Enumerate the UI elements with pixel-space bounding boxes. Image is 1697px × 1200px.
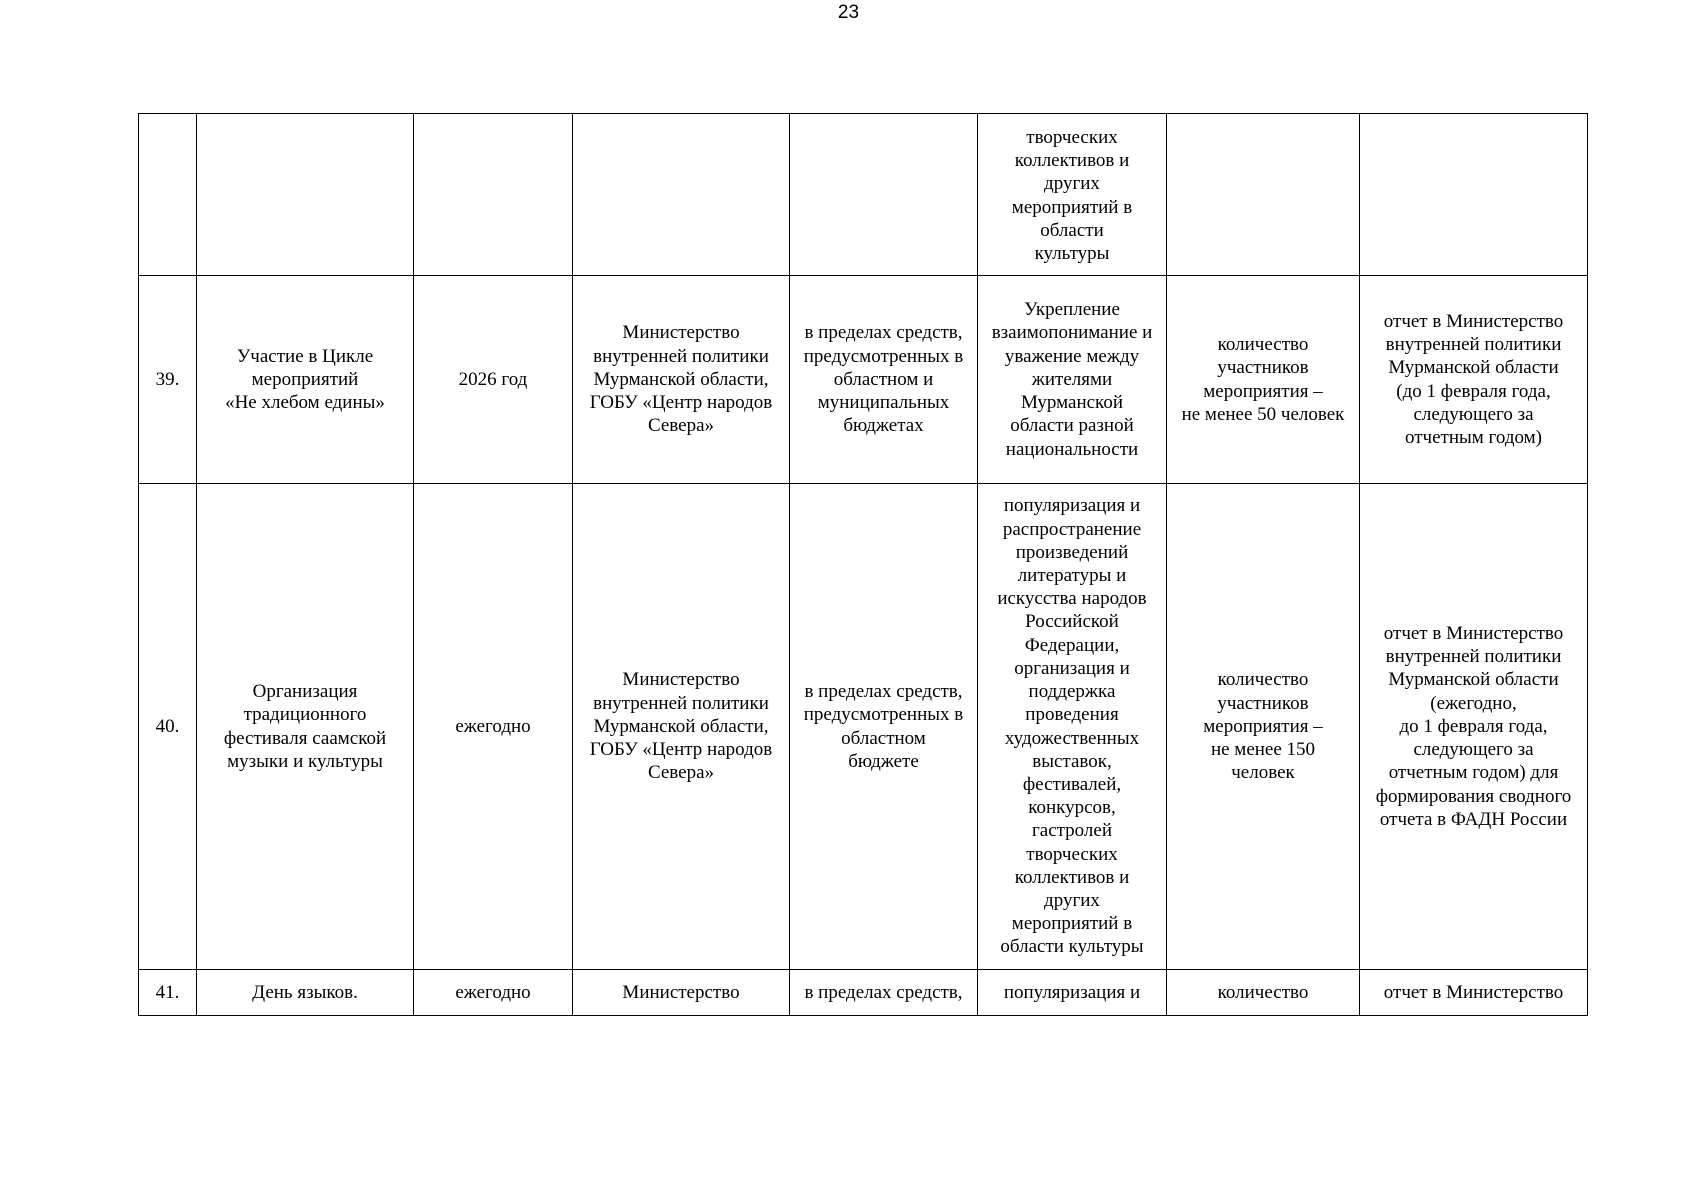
table-row xyxy=(139,484,1588,970)
cell-event: Организация традиционного фестиваля саамской музыки и культуры xyxy=(197,484,414,970)
cell-reporting: отчет в Министерство внутренней политики Мурманской области (до 1 февраля года, следующего за отчетным годом) xyxy=(1360,276,1588,484)
cell-indicator xyxy=(1167,114,1360,276)
cell-event: День языков. xyxy=(197,970,414,1016)
cell-executors xyxy=(573,114,790,276)
cell-indicator: количество xyxy=(1167,970,1360,1016)
cell-period: ежегодно xyxy=(414,970,573,1016)
cell-period xyxy=(414,114,573,276)
table-row xyxy=(139,970,1588,1016)
cell-event: Участие в Цикле мероприятий «Не хлебом едины» xyxy=(197,276,414,484)
cell-goal: популяризация и xyxy=(978,970,1167,1016)
cell-indicator: количество участников мероприятия – не менее 150 человек xyxy=(1167,484,1360,970)
cell-period: 2026 год xyxy=(414,276,573,484)
cell-financing: в пределах средств, xyxy=(790,970,978,1016)
table-row xyxy=(139,114,1588,276)
cell-reporting: отчет в Министерство xyxy=(1360,970,1588,1016)
events-table xyxy=(138,113,1588,1016)
cell-reporting xyxy=(1360,114,1588,276)
cell-number xyxy=(139,114,197,276)
cell-number: 40. xyxy=(139,484,197,970)
table-row xyxy=(139,276,1588,484)
cell-executors: Министерство внутренней политики Мурманской области, ГОБУ «Центр народов Севера» xyxy=(573,484,790,970)
cell-reporting: отчет в Министерство внутренней политики Мурманской области (ежегодно, до 1 февраля года, следующего за отчетным годом) для формирования сводного отчета в ФАДН России xyxy=(1360,484,1588,970)
page-number: 23 xyxy=(837,2,860,23)
cell-executors: Министерство xyxy=(573,970,790,1016)
cell-number: 39. xyxy=(139,276,197,484)
cell-goal: популяризация и распространение произведений литературы и искусства народов Российской Федерации, организация и поддержка проведения художественных выставок, фестивалей, конкурсов, гастролей творческих коллективов и других мероприятий в области культуры xyxy=(978,484,1167,970)
cell-financing xyxy=(790,114,978,276)
cell-event xyxy=(197,114,414,276)
cell-financing: в пределах средств, предусмотренных в областном бюджете xyxy=(790,484,978,970)
cell-executors: Министерство внутренней политики Мурманской области, ГОБУ «Центр народов Севера» xyxy=(573,276,790,484)
cell-indicator: количество участников мероприятия – не менее 50 человек xyxy=(1167,276,1360,484)
cell-goal: Укрепление взаимопонимание и уважение между жителями Мурманской области разной национальности xyxy=(978,276,1167,484)
cell-financing: в пределах средств, предусмотренных в областном и муниципальных бюджетах xyxy=(790,276,978,484)
cell-goal: творческих коллективов и других мероприятий в области культуры xyxy=(978,114,1167,276)
cell-number: 41. xyxy=(139,970,197,1016)
cell-period: ежегодно xyxy=(414,484,573,970)
